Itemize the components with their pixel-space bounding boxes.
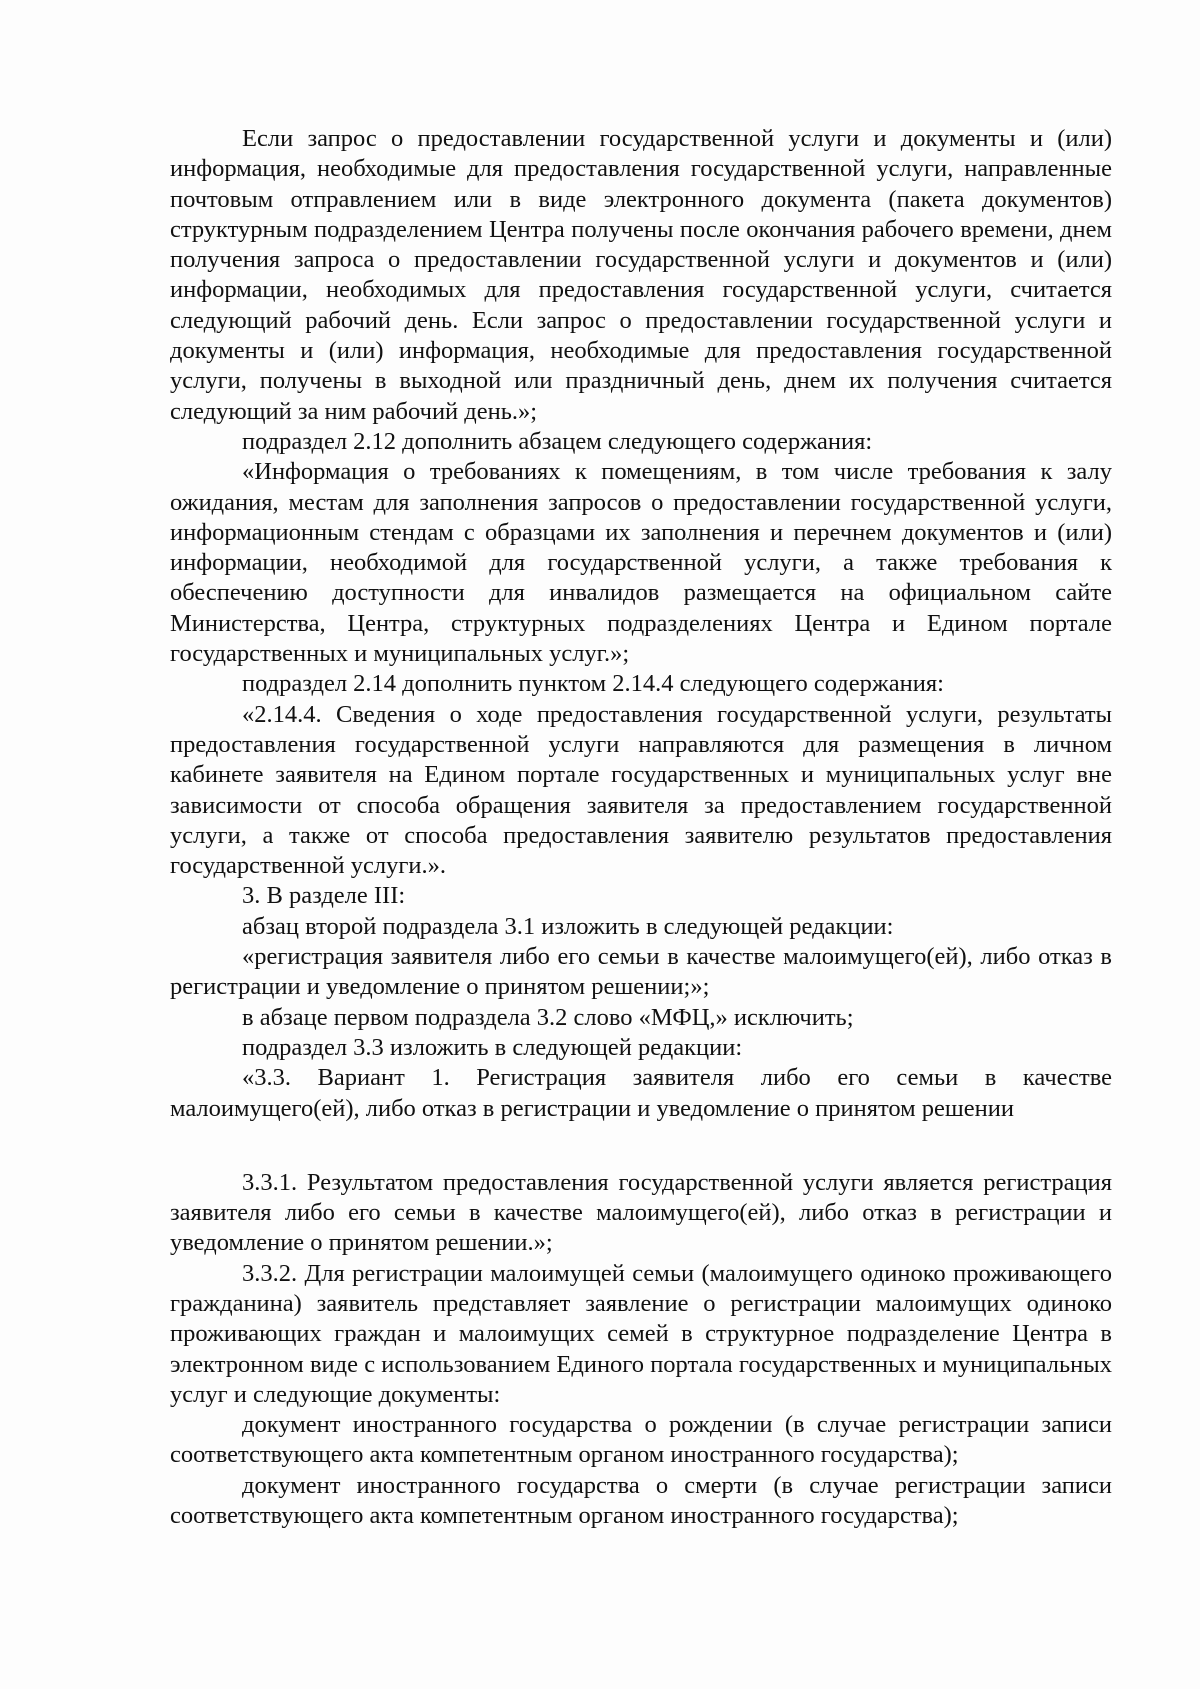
document-body	[170, 124, 1112, 1531]
paragraph-14: документ иностранного государства о рождении (в случае регистрации записи соответствующего акта компетентным органом иностранного государства);	[170, 1411, 1112, 1469]
paragraph-gap	[170, 1124, 1112, 1168]
paragraph-1: Если запрос о предоставлении государственной услуги и документы и (или) информация, необходимые для предоставления государственной услуги, направленные почтовым отправлением или в виде электронного документа (пакета документов) структурным подразделением Центра получены после окончания рабочего времени, днем получения запроса о предоставлении государственной услуги и документов и (или) информации, необходимых для предоставления государственной услуги, считается следующий рабочий день. Если запрос о предоставлении государственной услуги и документы и (или) информация, необходимые для предоставления государственной услуги, получены в выходной или праздничный день, днем их получения считается следующий за ним рабочий день.»;	[170, 125, 1112, 425]
paragraph-4: подраздел 2.14 дополнить пунктом 2.14.4 следующего содержания:	[242, 670, 944, 698]
paragraph-3: «Информация о требованиях к помещениям, в том числе требования к залу ожидания, местам для заполнения запросов о предоставлении государственной услуги, информационным стендам с образцами их заполнения и перечнем документов и (или) информации, необходимой для государственной услуги, а также требования к обеспечению доступности для инвалидов размещается на официальном сайте Министерства, Центра, структурных подразделениях Центра и Едином портале государственных и муниципальных услуг.»;	[170, 458, 1112, 668]
paragraph-8: «регистрация заявителя либо его семьи в качестве малоимущего(ей), либо отказ в регистрации и уведомление о принятом решении;»;	[170, 943, 1112, 1001]
paragraph-9: в абзаце первом подраздела 3.2 слово «МФЦ,» исключить;	[242, 1003, 854, 1031]
paragraph-5: «2.14.4. Сведения о ходе предоставления государственной услуги, результаты предоставления государственной услуги направляются для размещения в личном кабинете заявителя на Едином портале государственных и муниципальных услуг вне зависимости от способа обращения заявителя за предоставлением государственной услуги, а также от способа предоставления заявителю результатов предоставления государственной услуги.».	[170, 700, 1112, 880]
paragraph-13: 3.3.2. Для регистрации малоимущей семьи (малоимущего одиноко проживающего гражданина) заявитель представляет заявление о регистрации малоимущих одиноко проживающих граждан и малоимущих семей в структурное подразделение Центра в электронном виде с использованием Единого портала государственных и муниципальных услуг и следующие документы:	[170, 1259, 1112, 1408]
paragraph-7: абзац второй подраздела 3.1 изложить в следующей редакции:	[242, 912, 894, 940]
paragraph-15: документ иностранного государства о смерти (в случае регистрации записи соответствующего акта компетентным органом иностранного государства);	[170, 1471, 1112, 1530]
paragraph-12: 3.3.1. Результатом предоставления государственной услуги является регистрация заявителя либо его семьи в качестве малоимущего(ей), либо отказ в регистрации и уведомление о принятом решении.»;	[170, 1168, 1112, 1257]
paragraph-10: подраздел 3.3 изложить в следующей редакции:	[242, 1033, 743, 1061]
paragraph-2: подраздел 2.12 дополнить абзацем следующего содержания:	[242, 427, 873, 455]
paragraph-6: 3. В разделе III:	[242, 882, 406, 910]
paragraph-11: «3.3. Вариант 1. Регистрация заявителя либо его семьи в качестве малоимущего(ей), либо отказ в регистрации и уведомление о принятом решении	[170, 1064, 1112, 1122]
